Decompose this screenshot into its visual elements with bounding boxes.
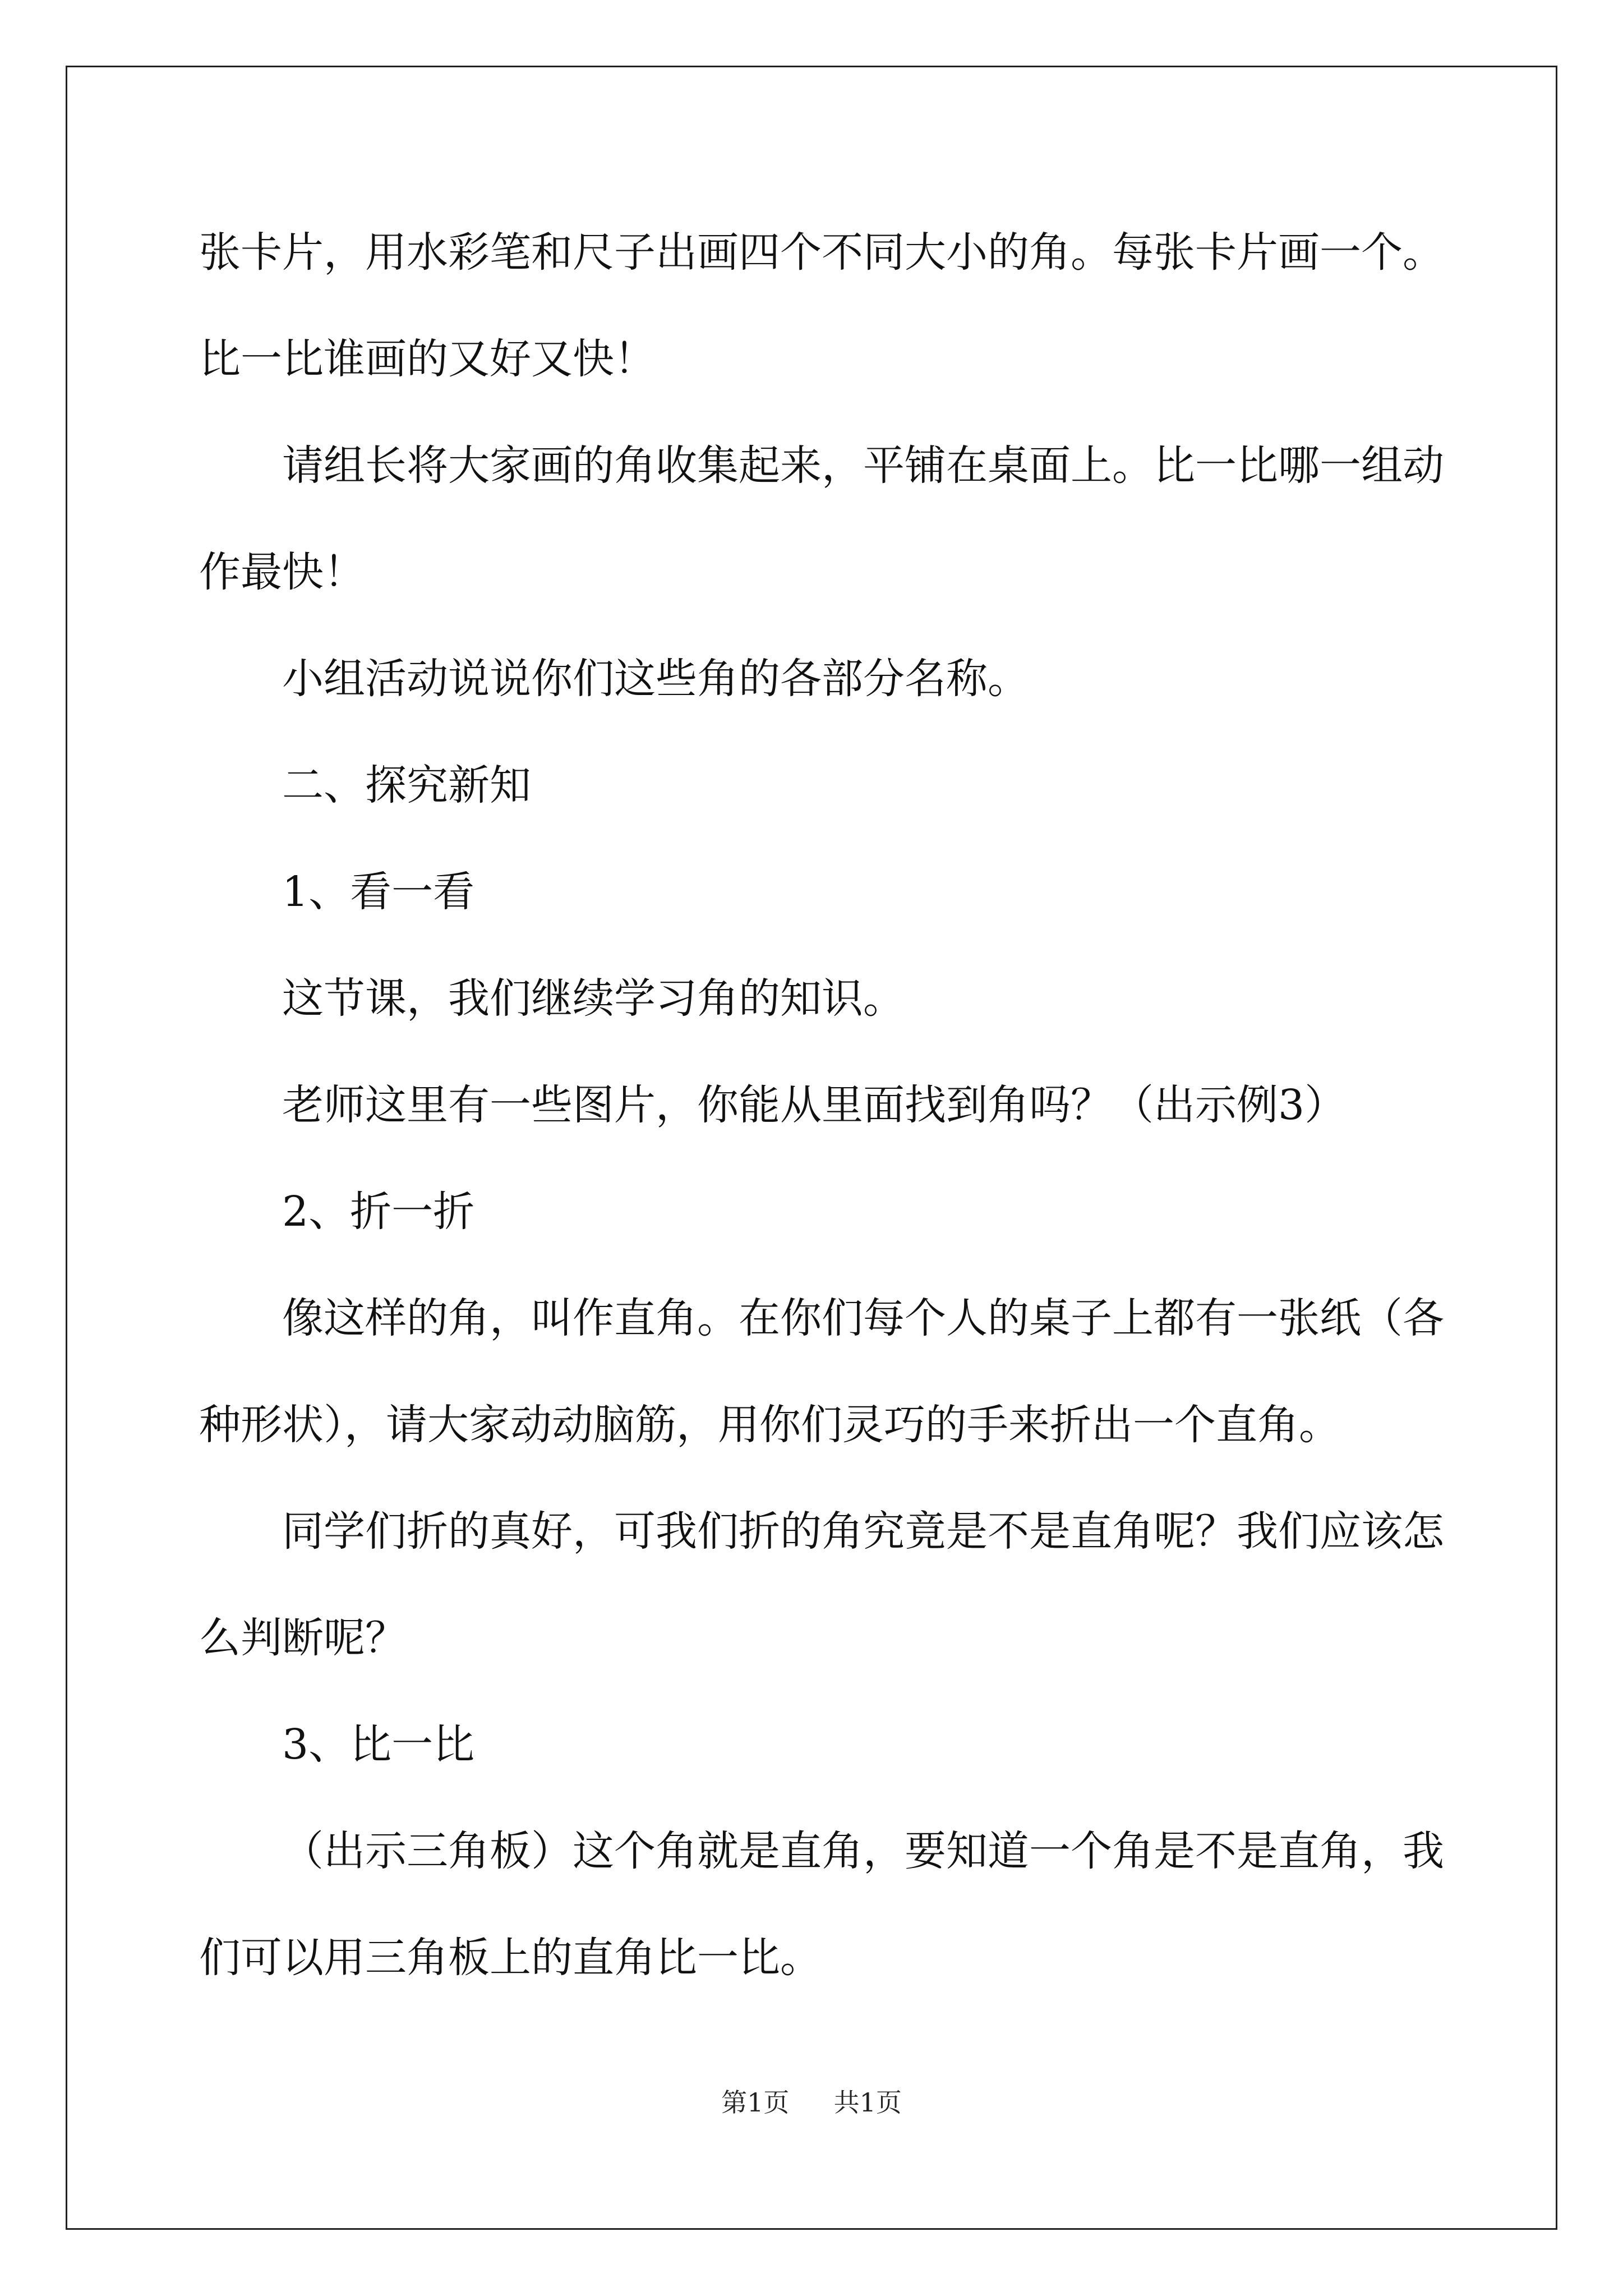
- text-line: 同学们折的真好，可我们折的角究竟是不是直角呢？我们应该怎: [282, 1507, 1444, 1556]
- text-line: （出示三角板）这个角就是直角，要知道一个角是不是直角，我: [282, 1827, 1444, 1875]
- page-border: [66, 66, 1557, 2230]
- text-line: 1、看一看: [282, 868, 475, 916]
- text-line: 老师这里有一些图片，你能从里面找到角吗？（出示例3）: [282, 1081, 1347, 1129]
- page-total: 共1页: [833, 2087, 902, 2118]
- page-number: 第1页: [721, 2087, 790, 2118]
- text-line: 请组长将大家画的角收集起来，平铺在桌面上。比一比哪一组动: [282, 441, 1444, 490]
- text-line: 种形状），请大家动动脑筋，用你们灵巧的手来折出一个直角。: [199, 1401, 1340, 1449]
- text-line: 们可以用三角板上的直角比一比。: [199, 1934, 822, 1982]
- text-line: 这节课，我们继续学习角的知识。: [282, 974, 905, 1023]
- text-line: 3、比一比: [282, 1720, 475, 1769]
- text-line: 小组活动说说你们这些角的各部分名称。: [282, 655, 1029, 703]
- text-line: 张卡片，用水彩笔和尺子出画四个不同大小的角。每张卡片画一个。: [199, 228, 1444, 277]
- page-footer: [0, 2086, 1623, 2119]
- text-line: 像这样的角，叫作直角。在你们每个人的桌子上都有一张纸（各: [282, 1294, 1444, 1342]
- text-line: 作最快！: [199, 548, 365, 596]
- text-line: 比一比谁画的又好又快！: [199, 335, 656, 383]
- text-line: 么判断呢？: [199, 1614, 407, 1662]
- text-line: 二、探究新知: [282, 761, 531, 809]
- text-line: 2、折一折: [282, 1188, 475, 1236]
